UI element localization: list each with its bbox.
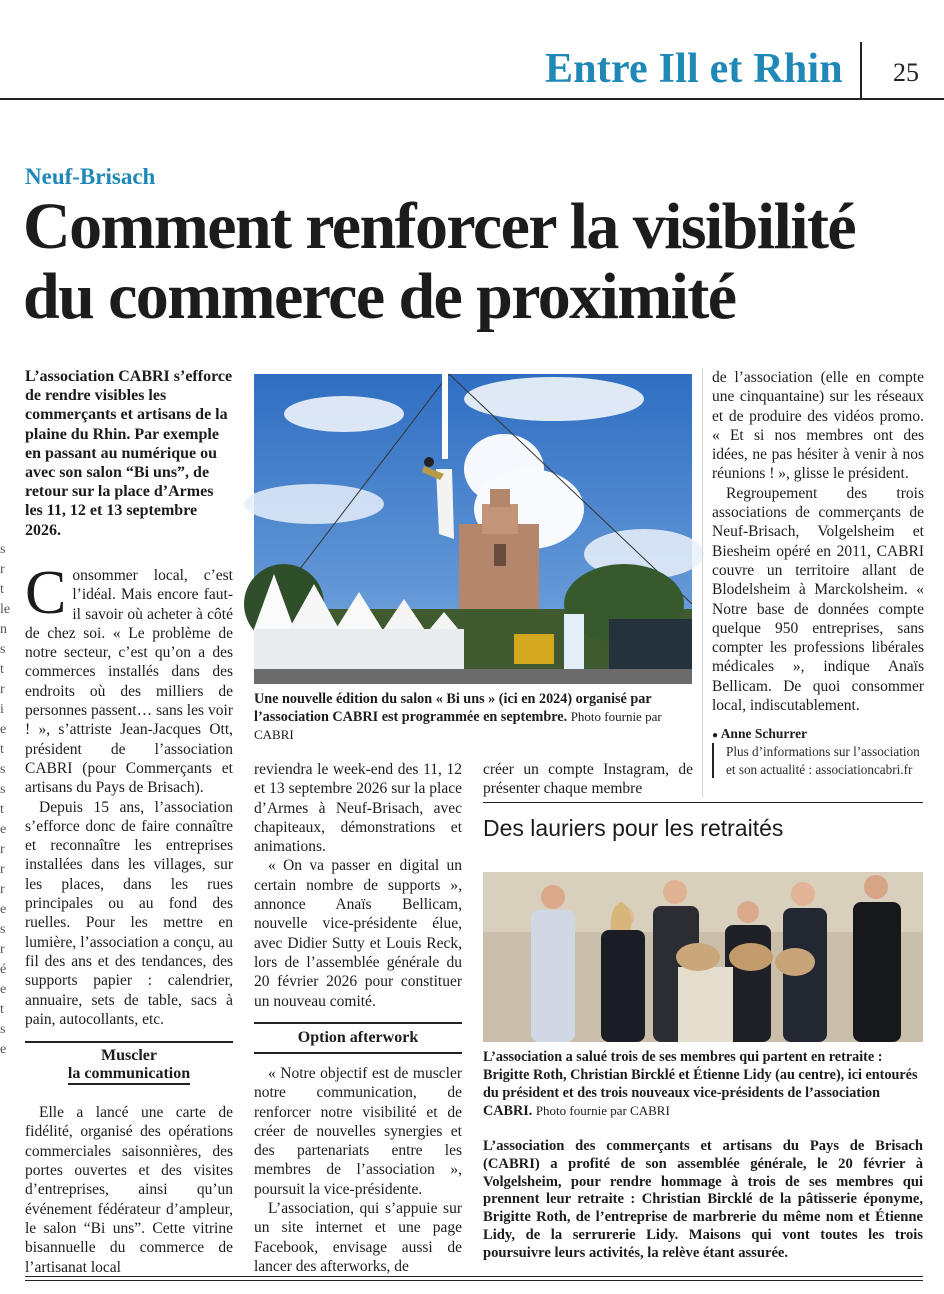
photo-retraites-illustration (483, 872, 923, 1042)
column-divider (702, 368, 703, 798)
subhead-1 (25, 1047, 233, 1085)
photo2-credit: Photo fournie par CABRI (535, 1103, 670, 1118)
col2-paragraph-1: reviendra le week-end des 11, 12 et 13 septembre 2026 sur la place d’Armes à Neuf-Brisach, avec chapiteaux, démonstrations et animations. (254, 761, 462, 856)
signature-name: Anne Schurrer (720, 726, 808, 741)
bottom-rule (25, 1276, 923, 1277)
photo-salon-bi-uns (254, 374, 692, 684)
section-title: Entre Ill et Rhin (545, 46, 843, 92)
column-2-bottom (254, 1064, 462, 1276)
header-separator (860, 42, 862, 98)
column-2 (254, 760, 462, 1011)
subhead-2: Option afterwork (254, 1029, 462, 1054)
subhead-1-line1: Muscler (101, 1047, 157, 1065)
info-box: Plus d’informations sur l’association et son actualité : associationcabri.fr (712, 743, 924, 778)
column-1 (25, 559, 233, 1277)
photo1-caption (254, 690, 692, 744)
chapo: L’association CABRI s’efforce de rendre visibles les commerçants et artisans de la plaine du Rhin. Par exemple en passant au numérique ou avec son salon “Bi uns”, de retour sur la place d’Armes les 11, 12 et 13 septembre 2026. (25, 368, 233, 539)
subhead-2-rule-top (254, 1022, 462, 1024)
signature-bullet: ● (712, 730, 719, 741)
bottom-rule-2 (25, 1280, 923, 1281)
col2-paragraph-2: « On va passer en digital un certain nombre de supports », annonce Anaïs Bellicam, nouvelle vice-présidente élue, avec Didier Sutty et Louis Reck, lors de l’assemblée générale du 20 février 2026 pour constituer un nouveau comité. (254, 857, 462, 1010)
paragraph-1-text: onsommer local, c’est l’idéal. Mais encore faut-il savoir où acheter à côté de chez soi. « Le problème de notre secteur, c’est qu’on a des commerces installés dans des endroits où des milliers de personnes passent… sans les voir ! », s’attriste Jean-Jacques Ott, président de l’association CABRI (pour Commerçants et artisans du Pays de Brisach). (25, 567, 233, 797)
subhead-1-line2: la communication (68, 1065, 190, 1085)
photo2-caption-text: L’association a salué trois de ses membres qui partent en retraite : Brigitte Roth, Christian Bircklé et Étienne Lidy (au centre), ici entourés du président et des trois nouveaux vice-présidents de l’association CABRI. (483, 1049, 918, 1119)
paragraph-2: Depuis 15 ans, l’association s’efforce donc de faire connaître et reconnaître les entreprises installées dans les villages, sur les places, dans les rues principales ou au fond des ruelles. Pour les mettre en lumière, l’association a conçu, au fil des ans et des tendances, des supports papier : calendrier, annuaire, sets de table, sacs à pain, autocollants, etc. (25, 798, 233, 1028)
col3-mid-text: créer un compte Instagram, de présenter chaque membre (483, 761, 693, 798)
column-3-top (712, 368, 924, 715)
sidebar-body: L’association des commerçants et artisans du Pays de Brisach (CABRI) a profité de son assemblée générale, le 20 février à Volgelsheim, pour rendre hommage à trois de ses membres qui prennent leur retraite : Christian Bircklé de la pâtisserie éponyme, Brigitte Roth, de l’entreprise de marbrerie du même nom et Étienne Lidy, de la serrurerie Lidy. Maisons qui vont toutes les trois poursuivre leurs activités, la relève étant assurée. (483, 1138, 923, 1261)
sidebar-title: Des lauriers pour les retraités (483, 815, 784, 841)
left-gutter-fragment: s r t le n s t r i e t s s t e r r r e s r é e t s e (0, 542, 11, 1057)
paragraph-1 (25, 559, 233, 798)
col3-paragraph-1: de l’association (elle en compte une cinquantaine) sur les réseaux et de produire des vidéos promo. « Et si nos membres ont des idées, ne pas hésiter à venir à nos réunions ! », glisse le président. (712, 369, 924, 483)
sidebar-top-rule (483, 802, 923, 803)
subhead-2-block (254, 1022, 462, 1054)
header-rule (0, 98, 944, 100)
photo1-credit: Photo fournie par CABRI (254, 709, 662, 742)
photo-retraites (483, 872, 923, 1042)
subhead-1-rule (25, 1041, 233, 1043)
kicker: Neuf-Brisach (25, 164, 156, 189)
column-3-mid (483, 760, 693, 799)
dropcap: C (25, 559, 67, 627)
col2-paragraph-4: L’association, qui s’appuie sur un site internet et une page Facebook, envisage aussi de lancer des afterworks, de (254, 1200, 462, 1275)
photo-salon-illustration (254, 374, 692, 684)
signature (712, 726, 807, 742)
page-number: 25 (893, 58, 919, 87)
headline: Comment renforcer la visibilité du commerce de proximité (23, 190, 856, 333)
photo2-caption (483, 1048, 923, 1120)
col3-paragraph-2: Regroupement des trois associations de commerçants de Neuf-Brisach, Volgelsheim et Biesheim opéré en 2011, CABRI couvre un territoire allant de Blodelsheim à Marckolsheim. « Notre base de données compte quelque 950 entreprises, sans compter les professions libérales médicales », indique Anaïs Bellicam. De quoi consommer local, indiscutablement. (712, 484, 924, 715)
photo1-caption-text: Une nouvelle édition du salon « Bi uns » (ici en 2024) organisé par l’association CABRI est programmée en septembre. (254, 691, 652, 725)
paragraph-3: Elle a lancé une carte de fidélité, organisé des opérations commerciales saisonnières, des portes ouvertes et des visites d’entreprises, ainsi qu’un événement fédérateur d’ampleur, le salon “Bi uns”. Cette vitrine bisannuelle du commerce de l’artisanat local (25, 1104, 233, 1276)
col2-paragraph-3: « Notre objectif est de muscler notre communication, de renforcer notre visibilité et de créer de nouvelles synergies et des partenariats entre les membres de l’association », poursuit la vice-présidente. (254, 1065, 462, 1198)
